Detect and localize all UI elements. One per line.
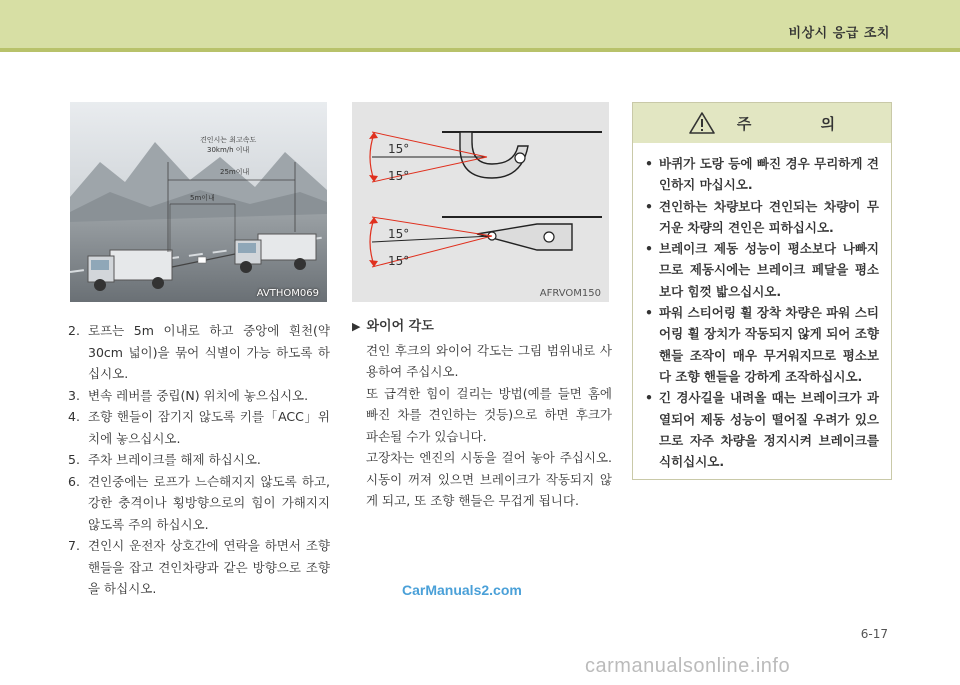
towing-illustration <box>70 102 327 302</box>
caution-box <box>632 102 892 480</box>
step-number: 2. <box>68 323 80 338</box>
hook-bottom <box>477 224 572 250</box>
list-item <box>645 153 879 196</box>
bullet: • <box>645 241 653 257</box>
angle-label-upper-2: 15° <box>388 227 410 241</box>
footer-watermark: carmanualsonline.info <box>585 655 791 677</box>
bullet: • <box>645 305 653 321</box>
caution-header <box>633 103 891 143</box>
list-item <box>68 406 330 449</box>
white-cloth-marker <box>198 257 206 263</box>
list-item <box>68 535 330 600</box>
paragraph: 견인 후크의 와이어 각도는 그림 범위내로 사용하여 주십시오. <box>366 342 612 379</box>
distance-25m-label: 25m이내 <box>220 168 250 176</box>
step-text: 주차 브레이크를 해제 하십시오. <box>88 452 261 467</box>
wire-angle-section <box>352 316 612 512</box>
angle-label-lower-1: 15° <box>388 169 410 183</box>
warning-triangle-icon <box>689 112 715 134</box>
caution-list <box>633 143 891 472</box>
hook-top <box>460 132 528 178</box>
list-item <box>645 387 879 472</box>
triangle-marker-icon: ▶ <box>352 320 361 333</box>
header-band <box>0 0 960 52</box>
step-number: 7. <box>68 538 80 553</box>
list-item <box>645 238 879 302</box>
step-text: 변속 레버를 중립(N) 위치에 놓으십시오. <box>88 387 309 403</box>
paragraph: 또 급격한 힘이 걸리는 방법(예를 들면 홈에 빠진 차를 견인하는 것등)으로 하면 후크가 파손될 수가 있습니다. <box>366 385 612 444</box>
step-number: 6. <box>68 473 80 489</box>
caution-text: 긴 경사길을 내려올 때는 브레이크가 과열되어 제동 성능이 떨어질 우려가 있으므로 자주 차량을 정지시켜 브레이크를 식히십시오. <box>659 390 879 470</box>
paragraph: 고장차는 엔진의 시동을 걸어 놓아 주십시오. 시동이 꺼져 있으면 브레이크가 작동되지 않게 되고, 또 조향 핸들은 무겁게 됩니다. <box>366 450 612 508</box>
step-number: 5. <box>68 452 80 467</box>
bullet: • <box>645 198 653 214</box>
caution-title: 주 의 <box>736 114 868 133</box>
hook-angle-diagram <box>352 102 609 302</box>
page-number: 6-17 <box>860 627 888 641</box>
step-text: 견인시 운전자 상호간에 연락을 하면서 조향 핸들을 잡고 견인차량과 같은 방향으로 조향을 하십시오. <box>88 538 330 596</box>
caution-text: 파워 스티어링 휠 장착 차량은 파워 스티어링 휠 장치가 작동되지 않게 되어 조향 핸들 조작이 매우 무거워지므로 평소보다 조향 핸들을 강하게 조작하십시오. <box>659 305 879 384</box>
list-item <box>68 471 330 536</box>
hook-angle-illustration <box>352 102 609 302</box>
step-text: 견인중에는 로프가 느슨해지지 않도록 하고, 강한 충격이나 횡방향으로의 힘이 가해지지 않도록 주의 하십시오. <box>88 473 330 532</box>
caution-text: 바퀴가 도랑 등에 빠진 경우 무리하게 견인하지 마십시오. <box>659 156 879 193</box>
step-number: 4. <box>68 409 80 424</box>
speed-value-label: 30km/h 이내 <box>207 146 250 154</box>
list-item <box>68 320 330 385</box>
speed-limit-label: 견인시는 최고속도 <box>200 136 257 144</box>
bullet: • <box>645 156 653 171</box>
caution-text: 브레이크 제동 성능이 평소보다 나빠지므로 제동시에는 브레이크 페달을 평소보다 힘껏 밟으십시오. <box>659 241 879 299</box>
towing-steps-list <box>68 320 330 600</box>
section-heading <box>352 316 612 338</box>
figure-code: AVTHOM069 <box>256 288 319 299</box>
bullet: • <box>645 390 653 406</box>
list-item <box>645 196 879 239</box>
distance-5m-label: 5m이내 <box>190 194 215 202</box>
list-item <box>645 302 879 387</box>
list-item <box>68 385 330 407</box>
step-number: 3. <box>68 387 80 403</box>
angle-label-lower-2: 15° <box>388 254 410 268</box>
list-item <box>68 449 330 471</box>
section-title: 비상시 응급 조치 <box>788 26 890 41</box>
carmanuals-watermark: CarManuals2.com <box>402 582 522 598</box>
figure-code: AFRVOM150 <box>539 288 601 299</box>
angle-label-upper-1: 15° <box>388 142 410 156</box>
caution-text: 견인하는 차량보다 견인되는 차량이 무거운 차량의 견인은 피하십시오. <box>659 198 879 235</box>
towing-scene <box>70 102 327 302</box>
heading-text: 와이어 각도 <box>366 319 434 334</box>
step-text: 로프는 5m 이내로 하고 중앙에 흰천(약 30cm 넓이)을 묶어 식별이 가능 하도록 하십시오. <box>88 323 330 381</box>
step-text: 조향 핸들이 잠기지 않도록 키를「ACC」위치에 놓으십시오. <box>88 409 330 446</box>
